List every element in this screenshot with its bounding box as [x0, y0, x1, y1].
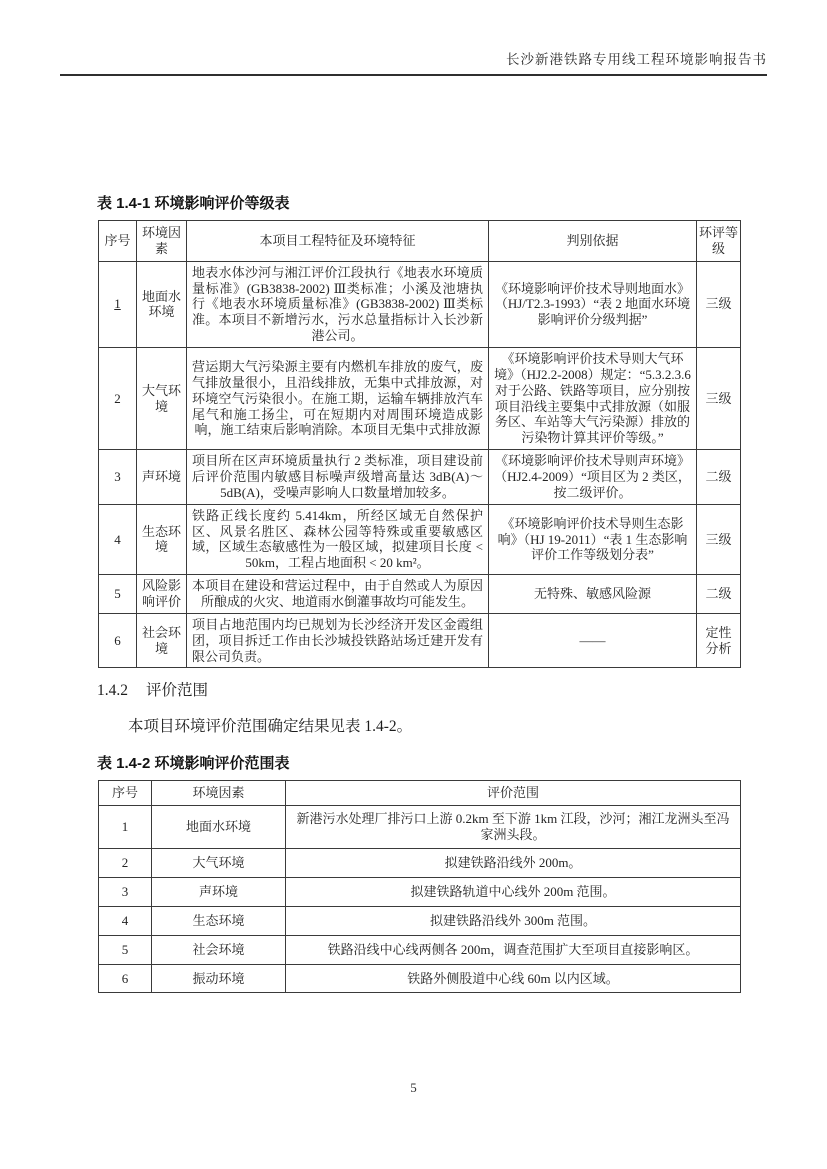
- table-row: [99, 348, 741, 450]
- table-cell-factor: 风险影响评价: [137, 575, 187, 614]
- table2-header-row: [99, 781, 741, 806]
- table-row: [99, 450, 741, 505]
- table-cell-factor: 生态环境: [137, 504, 187, 574]
- table-cell-feature: 营运期大气污染源主要有内燃机车排放的废气，废气排放量很小，且沿线排放，无集中式排放源，对环境空气污染很小。在施工期，运输车辆排放汽车尾气和施工扬尘，可在短期内对周围环境造成影响，施工结束后影响消除。本项目无集中式排放源: [187, 348, 489, 450]
- table-cell-feature: 项目所在区声环境质量执行 2 类标准，项目建设前后评价范围内敏感目标噪声级增高量达 3dB(A)～5dB(A)，受噪声影响人口数量增加较多。: [187, 450, 489, 505]
- table1-title: 表 1.4-1 环境影响评价等级表: [97, 195, 290, 212]
- table-row: [99, 964, 741, 993]
- col-header-factor: 环境因素: [137, 221, 187, 262]
- running-header-title: 长沙新港铁路专用线工程环境影响报告书: [506, 52, 767, 67]
- table-cell-no: 2: [99, 348, 137, 450]
- table-cell-factor: 地面水环境: [137, 261, 187, 347]
- table-cell-scope: 铁路外侧股道中心线 60m 以内区域。: [286, 964, 741, 993]
- table-cell-no: 4: [99, 504, 137, 574]
- table-cell-factor: 社会环境: [152, 935, 286, 964]
- table-cell-no: 4: [99, 906, 152, 935]
- table-cell-basis: 《环境影响评价技术导则声环境》（HJ2.4-2009）“项目区为 2 类区，按二级评价。: [489, 450, 697, 505]
- table-cell-no: 2: [99, 849, 152, 878]
- table-row: [99, 806, 741, 849]
- table-cell-feature: 项目占地范围内均已规划为长沙经济开发区金霞组团，项目拆迁工作由长沙城投铁路站场迁建开发有限公司负责。: [187, 613, 489, 668]
- table-cell-grade: 二级: [697, 450, 741, 505]
- table-row: [99, 849, 741, 878]
- table-cell-basis: 无特殊、敏感风险源: [489, 575, 697, 614]
- table-cell-no: 1: [99, 261, 137, 347]
- table-cell-no: 3: [99, 450, 137, 505]
- table-cell-factor: 大气环境: [137, 348, 187, 450]
- header-rule: [60, 74, 767, 76]
- table1-header-row: [99, 221, 741, 262]
- table-cell-no: 3: [99, 877, 152, 906]
- table-cell-grade: 三级: [697, 504, 741, 574]
- table-cell-grade: 三级: [697, 261, 741, 347]
- section-heading: [97, 678, 827, 700]
- page-number: 5: [410, 1080, 417, 1095]
- table-cell-factor: 社会环境: [137, 613, 187, 668]
- col-header-feature: 本项目工程特征及环境特征: [187, 221, 489, 262]
- table-cell-basis: ——: [489, 613, 697, 668]
- table-cell-grade: 三级: [697, 348, 741, 450]
- table-cell-factor: 声环境: [152, 877, 286, 906]
- col-header-scope: 评价范围: [286, 781, 741, 806]
- table-cell-factor: 生态环境: [152, 906, 286, 935]
- col-header-no: 序号: [99, 781, 152, 806]
- table-row: [99, 575, 741, 614]
- table-cell-basis: 《环境影响评价技术导则地面水》（HJ/T2.3-1993）“表 2 地面水环境影响评价分级判据”: [489, 261, 697, 347]
- table-cell-no: 5: [99, 575, 137, 614]
- table-cell-scope: 新港污水处理厂排污口上游 0.2km 至下游 1km 江段，沙河；湘江龙洲头至冯家洲头段。: [286, 806, 741, 849]
- table-cell-scope: 拟建铁路沿线外 200m。: [286, 849, 741, 878]
- table-row: [99, 935, 741, 964]
- section-title: 评价范围: [146, 682, 209, 700]
- table2-title: 表 1.4-2 环境影响评价范围表: [97, 755, 290, 773]
- body-paragraph: 本项目环境评价范围确定结果见表 1.4-2。: [128, 718, 413, 736]
- table-cell-feature: 本项目在建设和营运过程中，由于自然或人为原因所酿成的火灾、地道雨水倒灌事故均可能发生。: [187, 575, 489, 614]
- table-cell-scope: 铁路沿线中心线两侧各 200m，调查范围扩大至项目直接影响区。: [286, 935, 741, 964]
- table-cell-basis: 《环境影响评价技术导则生态影响》（HJ 19-2011）“表 1 生态影响评价工作等级划分表”: [489, 504, 697, 574]
- table-cell-feature: 地表水体沙河与湘江评价江段执行《地表水环境质量标准》(GB3838-2002) Ⅲ类标准；小溪及池塘执行《地表水环境质量标准》(GB3838-2002) Ⅲ类标准。本项目不新增污水，污水总量指标计入长沙新港公司。: [187, 261, 489, 347]
- col-header-no: 序号: [99, 221, 137, 262]
- table-cell-no: 6: [99, 613, 137, 668]
- table-row: [99, 613, 741, 668]
- table-cell-factor: 声环境: [137, 450, 187, 505]
- table-row: [99, 261, 741, 347]
- table-cell-factor: 地面水环境: [152, 806, 286, 849]
- table-cell-basis: 《环境影响评价技术导则大气环境》（HJ2.2-2008）规定：“5.3.2.3.6 对于公路、铁路等项目，应分别按项目沿线主要集中式排放源（如服务区、车站等大气污染源）排放的污染物计算其评价等级。”: [489, 348, 697, 450]
- impact-grade-table: [98, 220, 741, 668]
- table-cell-factor: 大气环境: [152, 849, 286, 878]
- table-cell-grade: 定性分析: [697, 613, 741, 668]
- table-cell-no: 6: [99, 964, 152, 993]
- col-header-grade: 环评等级: [697, 221, 741, 262]
- table-cell-grade: 二级: [697, 575, 741, 614]
- col-header-basis: 判别依据: [489, 221, 697, 262]
- table-cell-scope: 拟建铁路沿线外 300m 范围。: [286, 906, 741, 935]
- table-cell-feature: 铁路正线长度约 5.414km，所经区域无自然保护区、风景名胜区、森林公园等特殊或重要敏感区域，区域生态敏感性为一般区域，拟建项目长度 < 50km，工程占地面积 < 20 km²。: [187, 504, 489, 574]
- table-row: [99, 504, 741, 574]
- col-header-factor: 环境因素: [152, 781, 286, 806]
- section-number: 1.4.2: [97, 682, 128, 700]
- impact-scope-table: [98, 780, 741, 993]
- table-row: [99, 877, 741, 906]
- table-row: [99, 906, 741, 935]
- table-cell-no: 5: [99, 935, 152, 964]
- table-cell-no: 1: [99, 806, 152, 849]
- table-cell-factor: 振动环境: [152, 964, 286, 993]
- table-cell-scope: 拟建铁路轨道中心线外 200m 范围。: [286, 877, 741, 906]
